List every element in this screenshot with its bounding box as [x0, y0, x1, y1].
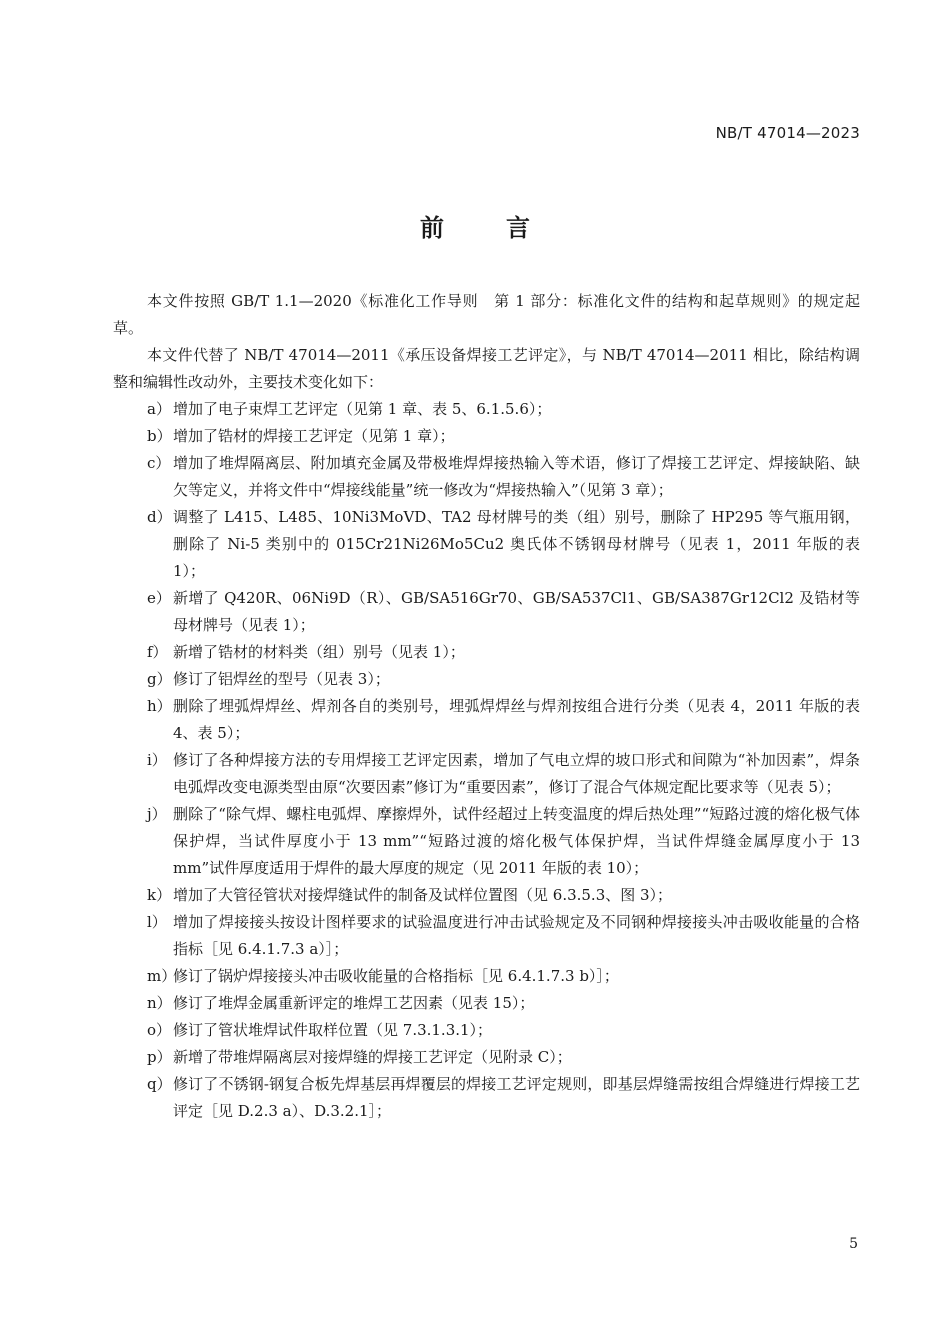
list-marker: b）: [147, 427, 172, 445]
list-item: [113, 1044, 860, 1071]
list-item: [113, 882, 860, 909]
list-item-text: 新增了锆材的材料类（组）别号（见表 1）；: [173, 643, 465, 661]
document-body: [113, 288, 860, 1125]
list-item-text: 修订了铝焊丝的型号（见表 3）；: [173, 670, 390, 688]
list-item-text: 修订了管状堆焊试件取样位置（见 7.3.1.3.1）；: [173, 1021, 493, 1039]
title-char-1: 前: [420, 214, 444, 242]
paragraph-drafting-rules: 本文件按照 GB/T 1.1—2020《标准化工作导则 第 1 部分：标准化文件的结构和起草规则》的规定起草。: [113, 292, 860, 337]
list-marker: p）: [147, 1048, 172, 1066]
list-item-text: 删除了“除气焊、螺柱电弧焊、摩擦焊外，试件经超过上转变温度的焊后热处理”“短路过渡的熔化极气体保护焊，当试件厚度小于 13 mm”“短路过渡的熔化极气体保护焊，当试件焊缝金属厚度小于 13 mm”试件厚度适用于焊件的最大厚度的规定（见 2011 年版的表 10）；: [173, 805, 860, 877]
list-marker: i）: [147, 751, 167, 769]
list-marker: o）: [147, 1021, 172, 1039]
list-item-text: 增加了锆材的焊接工艺评定（见第 1 章）；: [173, 427, 455, 445]
list-item-text: 增加了焊接接头按设计图样要求的试验温度进行冲击试验规定及不同钢种焊接接头冲击吸收能量的合格指标［见 6.4.1.7.3 a）］；: [173, 913, 860, 958]
list-marker: g）: [147, 670, 172, 688]
list-item: [113, 990, 860, 1017]
list-item: [113, 504, 860, 585]
paragraph-replacement: 本文件代替了 NB/T 47014—2011《承压设备焊接工艺评定》，与 NB/T 47014—2011 相比，除结构调整和编辑性改动外，主要技术变化如下：: [113, 346, 860, 391]
list-item: [113, 963, 860, 990]
list-item-text: 修订了锅炉焊接接头冲击吸收能量的合格指标［见 6.4.1.7.3 b）］；: [173, 967, 619, 985]
list-marker: n）: [147, 994, 172, 1012]
document-code: NB/T 47014—2023: [715, 124, 860, 142]
title-char-2: 言: [506, 214, 530, 242]
list-item-text: 删除了埋弧焊焊丝、焊剂各自的类别号，埋弧焊焊丝与焊剂按组合进行分类（见表 4，2011 年版的表 4、表 5）；: [173, 697, 860, 742]
list-item: [113, 666, 860, 693]
list-marker: m）: [147, 967, 177, 985]
list-marker: q）: [147, 1075, 172, 1093]
list-item: [113, 396, 860, 423]
list-item: [113, 423, 860, 450]
list-marker: f）: [147, 643, 168, 661]
list-item-text: 新增了 Q420R、06Ni9D（R）、GB/SA516Gr70、GB/SA537Cl1、GB/SA387Gr12Cl2 及锆材等母材牌号（见表 1）；: [173, 589, 860, 634]
page-number: 5: [849, 1236, 858, 1252]
list-item-text: 调整了 L415、L485、10Ni3MoVD、TA2 母材牌号的类（组）别号，删除了 HP295 等气瓶用钢，删除了 Ni-5 类别中的 015Cr21Ni26Mo5Cu2 奥氏体不锈钢母材牌号（见表 1，2011 年版的表 1）；: [173, 508, 860, 580]
list-item-text: 修订了堆焊金属重新评定的堆焊工艺因素（见表 15）；: [173, 994, 535, 1012]
list-item: [113, 450, 860, 504]
list-marker: j）: [147, 805, 167, 823]
list-marker: l）: [147, 913, 167, 931]
list-item-text: 新增了带堆焊隔离层对接焊缝的焊接工艺评定（见附录 C）；: [173, 1048, 572, 1066]
page-title: [0, 208, 950, 243]
list-item: [113, 1017, 860, 1044]
list-item: [113, 1071, 860, 1125]
list-item-text: 增加了电子束焊工艺评定（见第 1 章、表 5、6.1.5.6）；: [173, 400, 552, 418]
list-marker: c）: [147, 454, 171, 472]
list-marker: e）: [147, 589, 171, 607]
list-item: [113, 747, 860, 801]
list-item: [113, 801, 860, 882]
list-item-text: 修订了不锈钢-钢复合板先焊基层再焊覆层的焊接工艺评定规则，即基层焊缝需按组合焊缝进行焊接工艺评定［见 D.2.3 a）、D.3.2.1］；: [173, 1075, 860, 1120]
list-item: [113, 639, 860, 666]
list-item: [113, 693, 860, 747]
list-item: [113, 585, 860, 639]
list-marker: a）: [147, 400, 171, 418]
list-marker: h）: [147, 697, 172, 715]
list-item-text: 增加了大管径管状对接焊缝试件的制备及试样位置图（见 6.3.5.3、图 3）；: [173, 886, 673, 904]
list-item-text: 增加了堆焊隔离层、附加填充金属及带极堆焊焊接热输入等术语，修订了焊接工艺评定、焊接缺陷、缺欠等定义，并将文件中“焊接线能量”统一修改为“焊接热输入”（见第 3 章）；: [173, 454, 860, 499]
list-item: [113, 909, 860, 963]
list-item-text: 修订了各种焊接方法的专用焊接工艺评定因素，增加了气电立焊的坡口形式和间隙为“补加因素”，焊条电弧焊改变电源类型由原“次要因素”修订为“重要因素”，修订了混合气体规定配比要求等（见表 5）；: [173, 751, 860, 796]
list-marker: k）: [147, 886, 172, 904]
list-marker: d）: [147, 508, 172, 526]
